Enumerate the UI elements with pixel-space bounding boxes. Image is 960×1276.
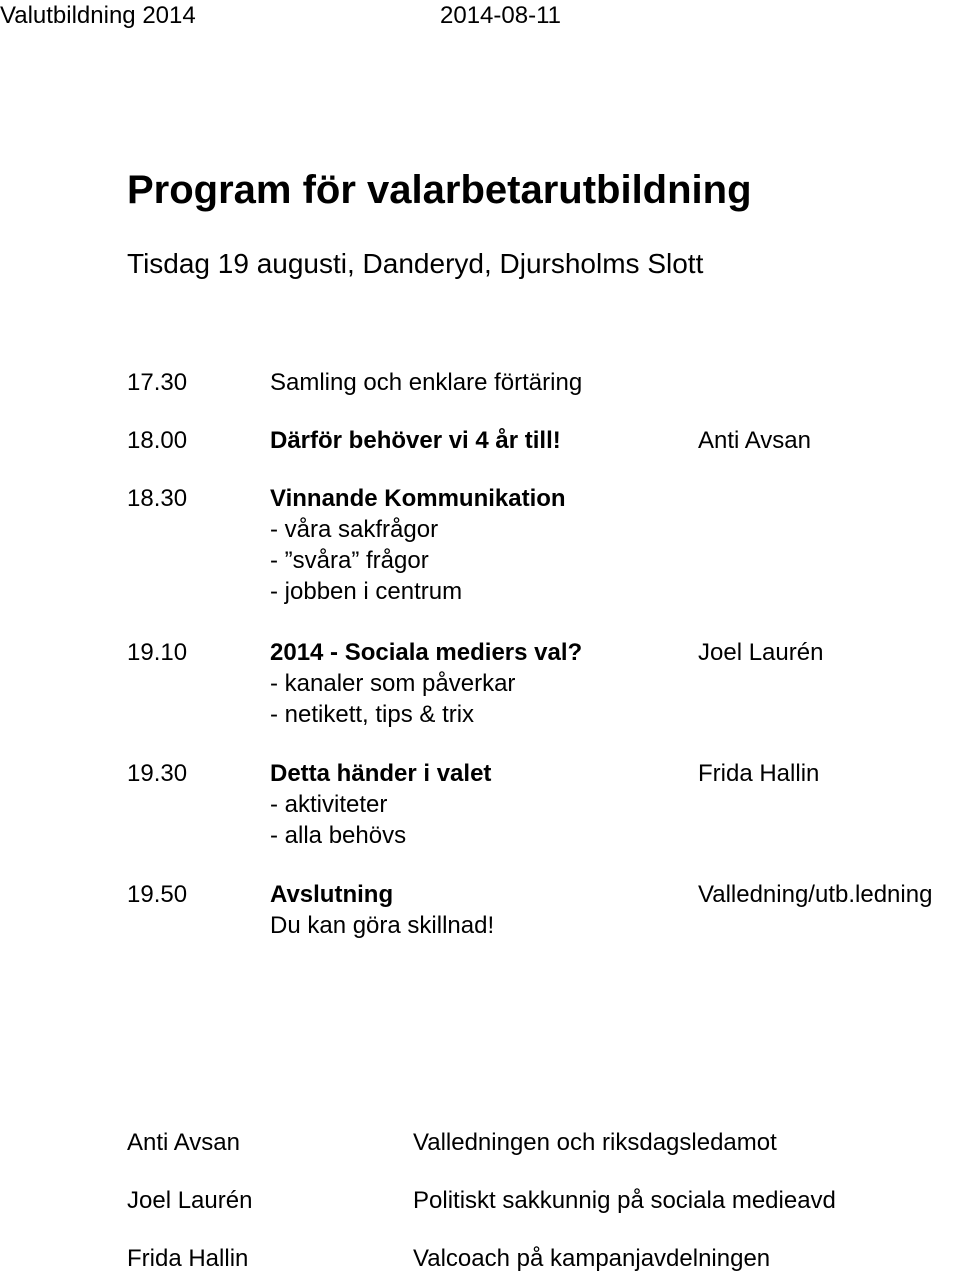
agenda-subpoint: - aktiviteter — [270, 791, 388, 818]
agenda-title: 2014 - Sociala mediers val? — [270, 639, 583, 666]
agenda-title: Avslutning — [270, 881, 394, 908]
agenda-speaker: Valledning/utb.ledning — [698, 881, 933, 908]
page-subtitle: Tisdag 19 augusti, Danderyd, Djursholms Slott — [127, 248, 704, 279]
agenda-body — [270, 367, 690, 398]
person-role: Valledningen och riksdagsledamot — [413, 1129, 777, 1156]
agenda-time: 19.10 — [127, 639, 188, 666]
agenda-time: 19.50 — [127, 881, 188, 908]
header-date: 2014-08-11 — [440, 2, 561, 29]
agenda-title: Därför behöver vi 4 år till! — [270, 427, 561, 454]
agenda-time: 17.30 — [127, 369, 188, 396]
person-name: Joel Laurén — [127, 1187, 253, 1214]
person-role: Valcoach på kampanjavdelningen — [413, 1245, 771, 1272]
agenda-title: Vinnande Kommunikation — [270, 485, 566, 512]
agenda-subpoint: Du kan göra skillnad! — [270, 912, 495, 939]
agenda-time: 18.30 — [127, 485, 188, 512]
agenda-subpoint: - netikett, tips & trix — [270, 701, 475, 728]
agenda-speaker: Frida Hallin — [698, 760, 820, 787]
agenda-subpoint: - kanaler som påverkar — [270, 670, 516, 697]
agenda-body — [270, 483, 690, 607]
page-title: Program för valarbetarutbildning — [127, 168, 752, 212]
agenda-time: 18.00 — [127, 427, 188, 454]
agenda-body — [270, 879, 690, 941]
agenda-body — [270, 637, 690, 730]
person-role: Politiskt sakkunnig på sociala medieavd — [413, 1187, 836, 1214]
agenda-subpoint: - alla behövs — [270, 822, 407, 849]
person-name: Anti Avsan — [127, 1129, 240, 1156]
agenda-title: Detta händer i valet — [270, 760, 492, 787]
header-left-text: Valutbildning 2014 — [0, 2, 196, 29]
agenda-title: Samling och enklare förtäring — [270, 369, 583, 396]
agenda-body — [270, 425, 690, 456]
agenda-subpoint: - våra sakfrågor — [270, 516, 439, 543]
agenda-speaker: Joel Laurén — [698, 639, 824, 666]
page-header — [0, 2, 960, 32]
agenda-speaker: Anti Avsan — [698, 427, 811, 454]
agenda-body — [270, 758, 690, 851]
agenda-time: 19.30 — [127, 760, 188, 787]
agenda-subpoint: - ”svåra” frågor — [270, 547, 429, 574]
agenda-subpoint: - jobben i centrum — [270, 578, 463, 605]
person-name: Frida Hallin — [127, 1245, 249, 1272]
